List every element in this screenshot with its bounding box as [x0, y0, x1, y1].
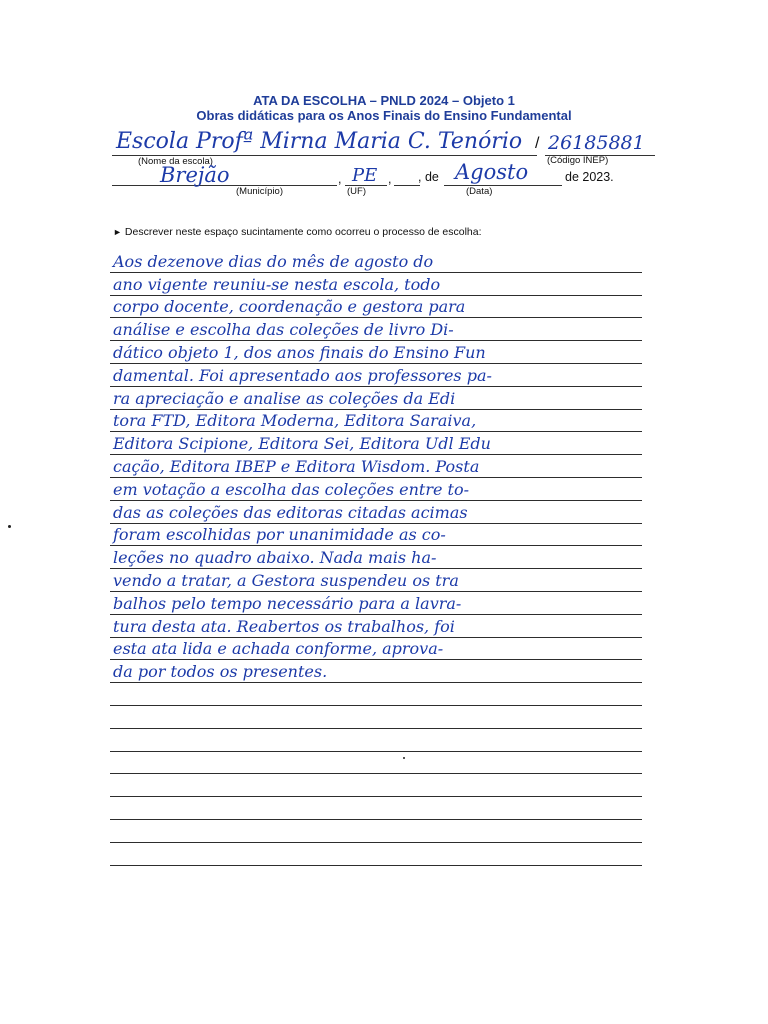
handwritten-text-line: em votação a escolha das coleções entre to- — [113, 479, 470, 499]
form-subtitle: Obras didáticas para os Anos Finais do Ensino Fundamental — [196, 108, 572, 123]
city-comma: , — [338, 172, 342, 186]
ruled-line — [110, 706, 642, 729]
ruled-line — [110, 250, 642, 273]
date-label: (Data) — [466, 186, 493, 197]
ruled-line — [110, 501, 642, 524]
de-text-1: , de — [418, 170, 439, 184]
ruled-line — [110, 318, 642, 341]
handwritten-text-line: foram escolhidas por unanimidade as co- — [113, 525, 446, 545]
ruled-line — [110, 273, 642, 296]
handwritten-text-line: análise e escolha das coleções de livro Di- — [113, 320, 454, 340]
handwritten-text-line: ra apreciação e analise as coleções da Edi — [113, 388, 456, 408]
handwritten-text-line: ano vigente reuniu-se nesta escola, todo — [113, 274, 441, 294]
ruled-line — [110, 797, 642, 820]
ruled-line — [110, 729, 642, 752]
inep-code-label: (Código INEP) — [547, 155, 609, 166]
ruled-line — [110, 615, 642, 638]
instruction — [113, 226, 482, 238]
school-name-value: Escola Profª Mirna Maria C. Tenório — [116, 129, 523, 154]
ruled-line — [110, 592, 642, 615]
ruled-writing-area — [110, 250, 642, 866]
handwritten-text-line: tura desta ata. Reabertos os trabalhos, foi — [113, 616, 455, 636]
ruled-line — [110, 432, 642, 455]
ruled-line — [110, 774, 642, 797]
handwritten-text-line: corpo docente, coordenação e gestora para — [113, 297, 466, 317]
ruled-line — [110, 820, 642, 843]
ruled-line — [110, 524, 642, 547]
de-text-2: de 2023. — [565, 170, 614, 184]
handwritten-text-line: Aos dezenove dias do mês de agosto do — [113, 251, 434, 271]
month-line — [444, 185, 562, 186]
scan-speck — [8, 525, 11, 528]
inep-code-value: 26185881 — [548, 132, 645, 154]
city-label: (Município) — [236, 186, 283, 197]
handwritten-text-line: vendo a tratar, a Gestora suspendeu os tra — [113, 570, 459, 590]
school-name-label: (Nome da escola) — [138, 156, 213, 167]
ruled-line — [110, 638, 642, 661]
ruled-line — [110, 455, 642, 478]
ruled-line — [110, 683, 642, 706]
handwritten-text-line: esta ata lida e achada conforme, aprova- — [113, 639, 444, 659]
ruled-line — [110, 660, 642, 683]
ruled-line — [110, 843, 642, 866]
form-title: ATA DA ESCOLHA – PNLD 2024 – Objeto 1 — [253, 93, 515, 108]
handwritten-text-line: da por todos os presentes. — [113, 662, 328, 682]
ruled-line — [110, 364, 642, 387]
school-inep-separator: / — [535, 135, 540, 152]
ruled-line — [110, 387, 642, 410]
handwritten-text-line: das as coleções das editoras citadas acimas — [113, 502, 468, 522]
ruled-line — [110, 569, 642, 592]
handwritten-text-line: Editora Scipione, Editora Sei, Editora Udl Edu — [113, 434, 491, 454]
handwritten-text-line: leções no quadro abaixo. Nada mais ha- — [113, 548, 437, 568]
handwritten-text-line: damental. Foi apresentado aos professores pa- — [113, 365, 492, 385]
handwritten-text-line: tora FTD, Editora Moderna, Editora Saraiva, — [113, 411, 477, 431]
ruled-line — [110, 296, 642, 319]
state-comma: , — [388, 172, 392, 186]
instruction-text: Descrever neste espaço sucintamente como ocorreu o processo de escolha: — [124, 226, 482, 238]
ruled-line — [110, 478, 642, 501]
arrow-right-icon: ► — [113, 227, 122, 237]
day-line — [394, 185, 420, 186]
form-header — [0, 93, 768, 123]
ruled-line — [110, 546, 642, 569]
state-label: (UF) — [347, 186, 366, 197]
state-value: PE — [352, 165, 378, 186]
handwritten-text-line: cação, Editora IBEP e Editora Wisdom. Posta — [113, 456, 480, 476]
ruled-line — [110, 752, 642, 775]
handwritten-text-line: balhos pelo tempo necessário para a lavra- — [113, 593, 462, 613]
ruled-line — [110, 341, 642, 364]
month-value: Agosto — [455, 160, 529, 184]
scan-speck — [403, 757, 405, 759]
city-value: Brejão — [160, 163, 230, 187]
ruled-line — [110, 410, 642, 433]
handwritten-text-line: dático objeto 1, dos anos finais do Ensino Fun — [113, 342, 486, 362]
